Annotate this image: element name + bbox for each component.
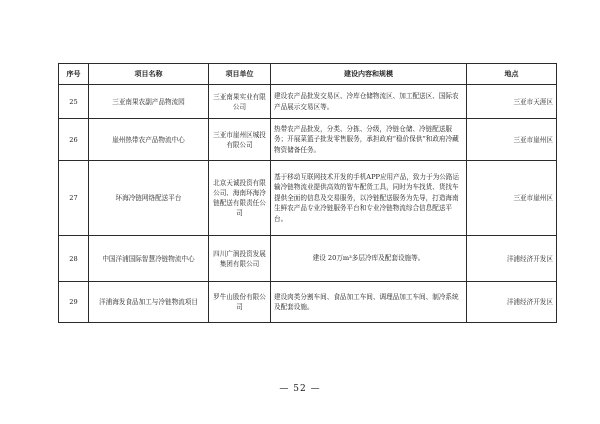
page-number: — 52 — bbox=[279, 384, 321, 394]
project-table bbox=[58, 63, 557, 323]
row-project-unit: 四川广润投资发展集团有限公司 bbox=[209, 236, 271, 282]
row-content: 建设 20万m³多层冷库及配套设施等。 bbox=[271, 236, 467, 282]
table-header-row bbox=[59, 64, 557, 85]
row-location: 三亚市崖州区 bbox=[467, 161, 557, 236]
row-project-name: 三亚南果农副产品物流园 bbox=[89, 85, 209, 119]
row-project-name: 崖州热带农产品物流中心 bbox=[89, 119, 209, 161]
row-project-name: 洋浦海发食品加工与冷链物流项目 bbox=[89, 282, 209, 323]
row-location: 洋浦经济开发区 bbox=[467, 282, 557, 323]
row-project-unit: 三亚南果实业有限公司 bbox=[209, 85, 271, 119]
table-row bbox=[59, 236, 557, 282]
table-row bbox=[59, 282, 557, 323]
row-no: 29 bbox=[59, 282, 89, 323]
row-no: 28 bbox=[59, 236, 89, 282]
row-location: 三亚市崖州区 bbox=[467, 119, 557, 161]
table-row bbox=[59, 85, 557, 119]
row-project-name: 环海冷链网络配送平台 bbox=[89, 161, 209, 236]
row-no: 26 bbox=[59, 119, 89, 161]
row-content: 热带农产品批发，分类、分拣、分级，冷链仓储、冷链配送服务；开展菜篮子批发零售服务，承担政府“稳价保供”和政府冷藏物资储备任务。 bbox=[271, 119, 467, 161]
header-content-scale: 建设内容和规模 bbox=[271, 64, 467, 85]
header-project-name: 项目名称 bbox=[89, 64, 209, 85]
row-project-name: 中国洋浦国际智慧冷链物流中心 bbox=[89, 236, 209, 282]
header-no: 序号 bbox=[59, 64, 89, 85]
row-content: 建设农产品批发交易区、冷库仓储物流区、加工配送区、国际农产品展示交易区等。 bbox=[271, 85, 467, 119]
row-project-unit: 北京天诚投资有限公司、海南环海冷链配送有限责任公司 bbox=[209, 161, 271, 236]
header-location: 地点 bbox=[467, 64, 557, 85]
table-row bbox=[59, 119, 557, 161]
row-content: 基于移动互联网技术开发的手机APP应用产品，致力于为公路运输冷链物流业提供高效的智车配货工具，同时为车找货、货找车提供全面的信息及交易服务，以冷链配送服务为先导，打造海南生鲜农产品专业冷链服务平台和专业冷链物流综合信息配送平台。 bbox=[271, 161, 467, 236]
row-project-unit: 三亚市崖州区城投有限公司 bbox=[209, 119, 271, 161]
row-no: 25 bbox=[59, 85, 89, 119]
row-location: 三亚市天涯区 bbox=[467, 85, 557, 119]
row-no: 27 bbox=[59, 161, 89, 236]
row-location: 洋浦经济开发区 bbox=[467, 236, 557, 282]
header-project-unit: 项目单位 bbox=[209, 64, 271, 85]
table-row bbox=[59, 161, 557, 236]
row-project-unit: 罗牛山股份有限公司 bbox=[209, 282, 271, 323]
row-content: 建设肉类分割车间、食品加工车间、调理品加工车间、制冷系统及配套设施。 bbox=[271, 282, 467, 323]
